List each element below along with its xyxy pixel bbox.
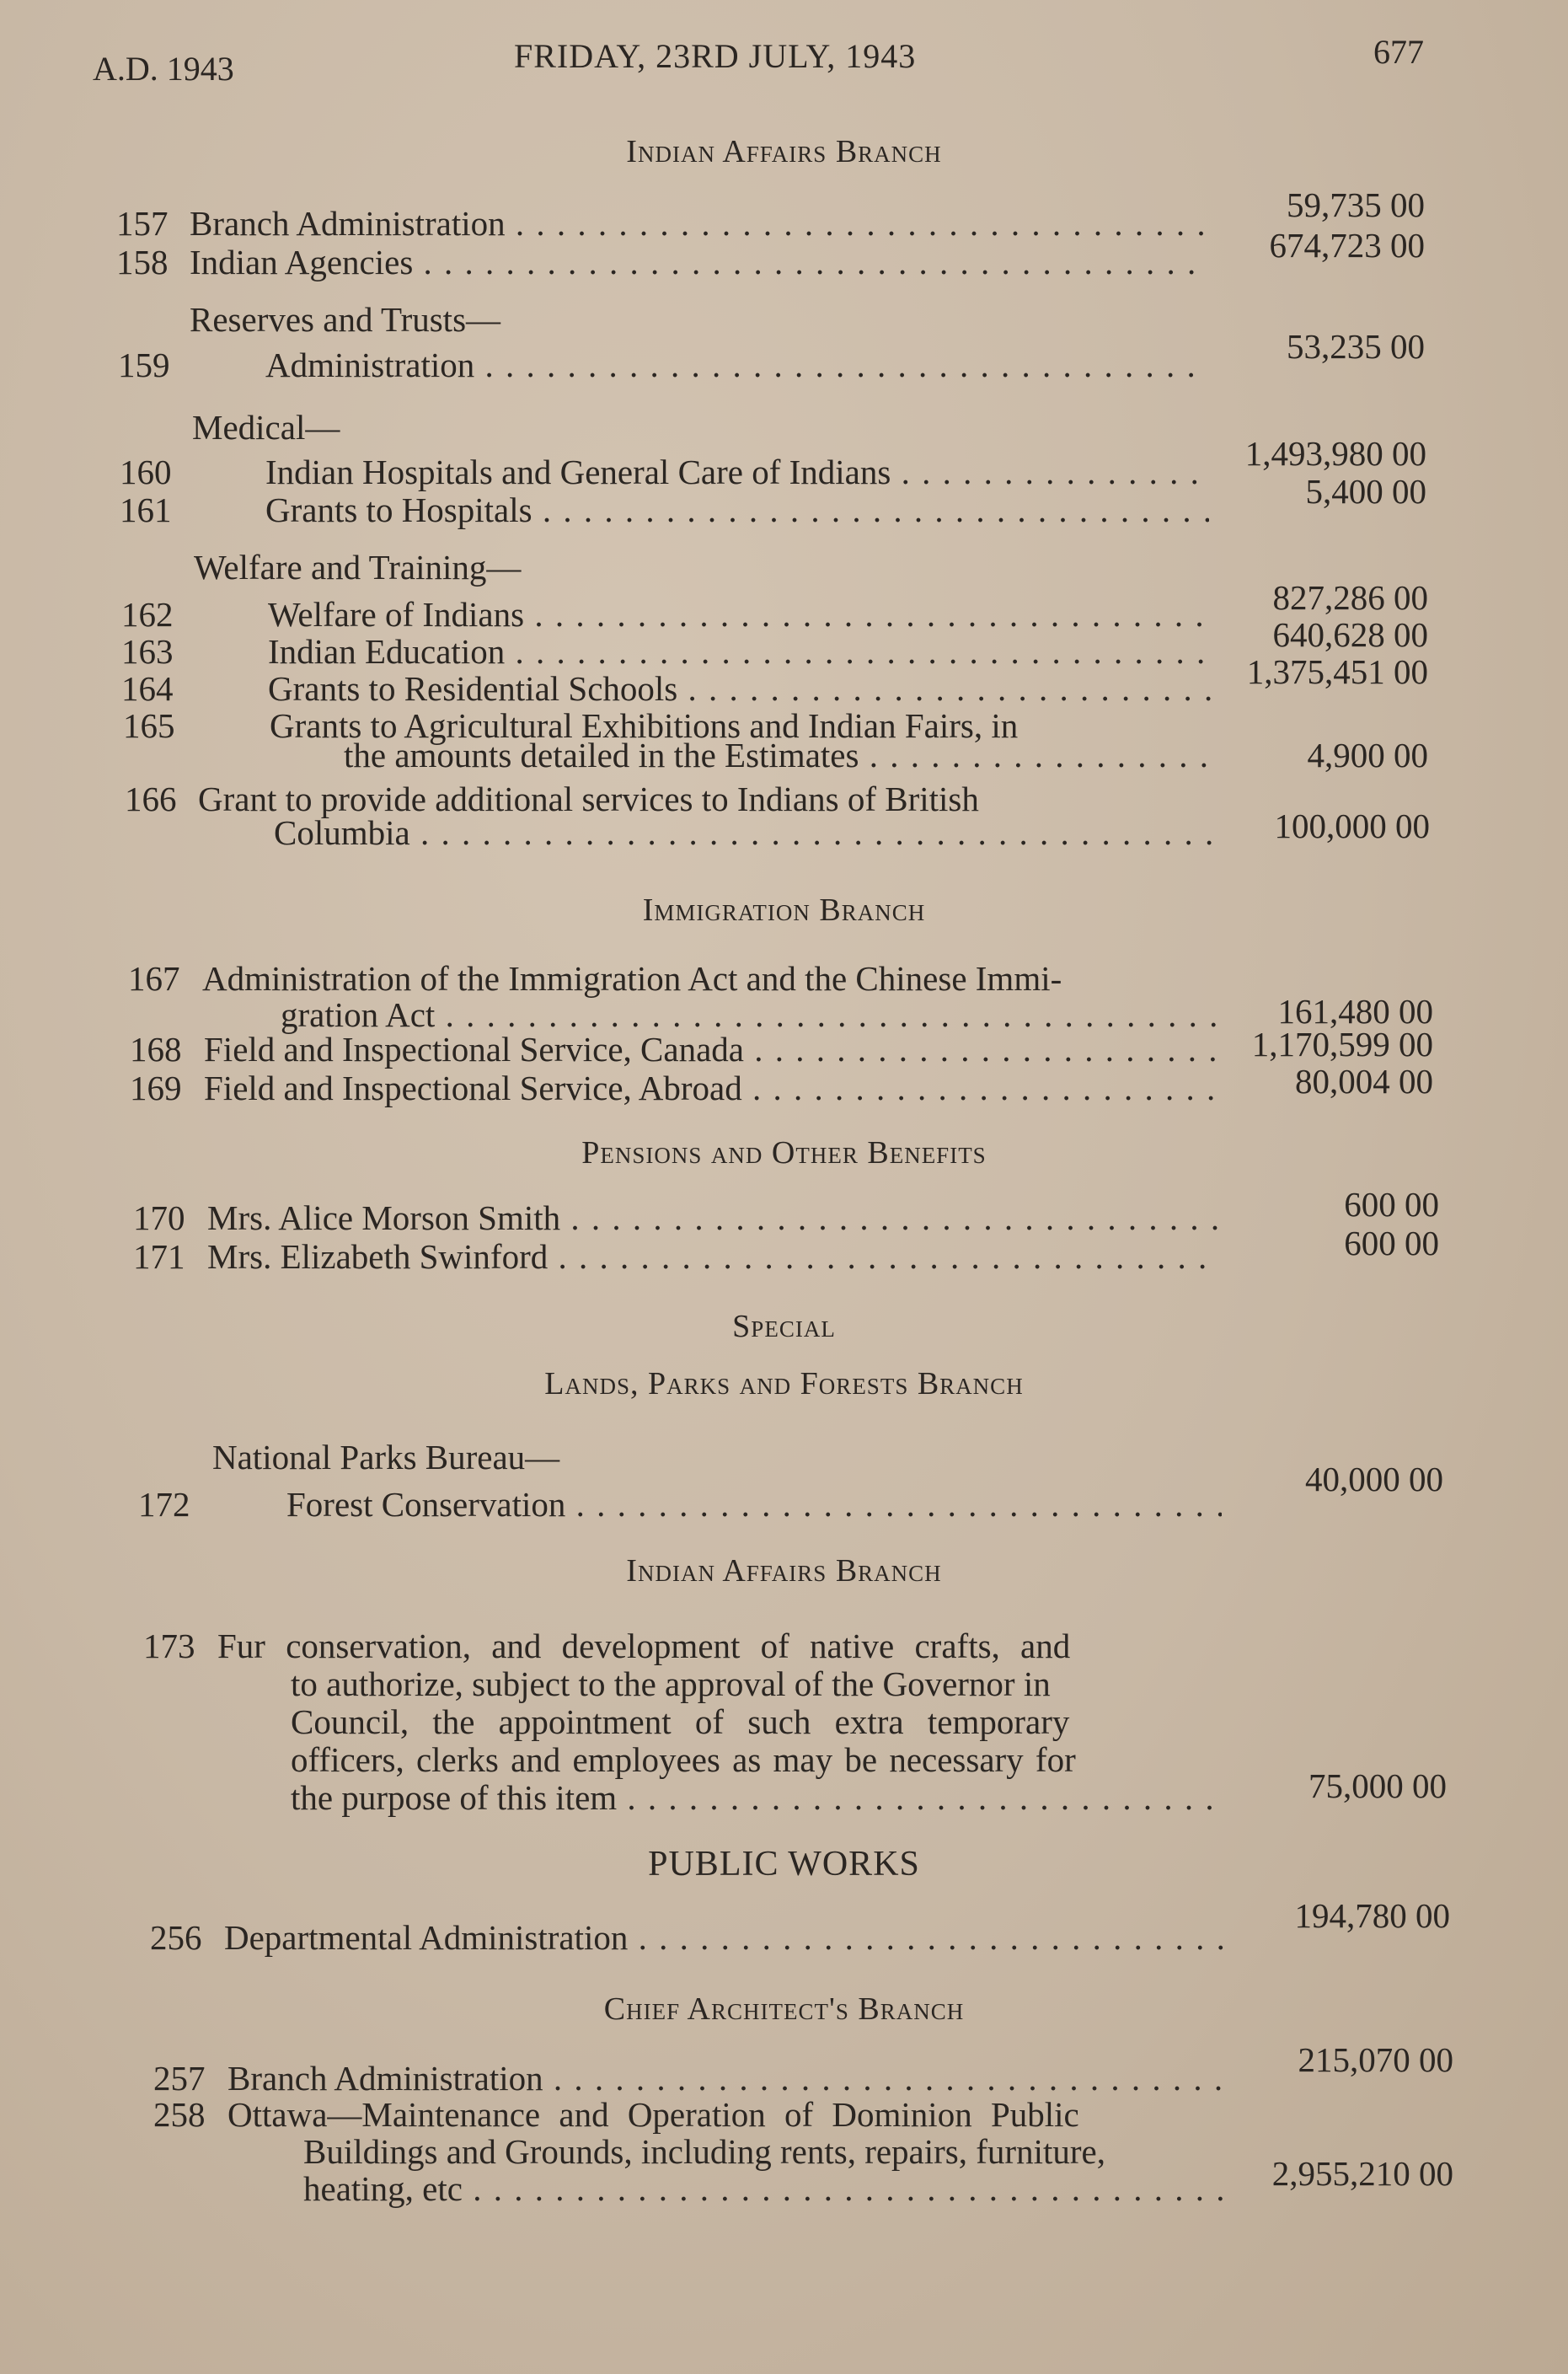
item-173-continued-4 [0, 1766, 1568, 1817]
item-description: Indian Hospitals and General Care of Indians . . . [265, 453, 1209, 491]
item-description-continued: Buildings and Grounds, including rents, repairs, furniture, [303, 2132, 1105, 2171]
item-description: Indian Agencies . . . [190, 243, 1205, 281]
item-amount: 4,900 00 [1307, 736, 1428, 774]
item-number: 258 [153, 2095, 206, 2134]
item-amount: 1,493,980 00 [1244, 434, 1426, 473]
item-description: Branch Administration . . . [227, 2059, 1230, 2098]
item-169 [0, 1062, 1568, 1107]
section-indian-affairs: Indian Affairs Branch [626, 134, 942, 169]
item-number: 161 [120, 490, 172, 529]
item-number: 157 [116, 204, 169, 243]
item-number: 256 [150, 1918, 202, 1957]
item-173 [0, 1626, 1568, 1665]
item-number: 172 [138, 1485, 190, 1524]
item-170 [0, 1185, 1568, 1237]
item-number: 257 [153, 2059, 206, 2098]
item-amount: 100,000 00 [1274, 807, 1430, 845]
item-166-continued [0, 807, 1568, 852]
item-number: 169 [130, 1069, 182, 1107]
item-description-continued: Council, the appointment of such extra temporary [291, 1702, 1070, 1741]
subheading-welfare: Welfare and Training— [194, 548, 522, 587]
item-amount: 75,000 00 [1308, 1766, 1447, 1805]
section-public-works: PUBLIC WORKS [648, 1845, 920, 1884]
item-amount: 674,723 00 [1269, 226, 1425, 265]
item-description-continued: Columbia . . . [274, 813, 1213, 852]
section-lands-parks: Lands, Parks and Forests Branch [544, 1366, 1024, 1401]
item-description-continued: heating, etc . . . [303, 2169, 1230, 2208]
item-number: 162 [121, 595, 174, 634]
item-description: Field and Inspectional Service, Canada . . . [204, 1030, 1215, 1069]
item-amount: 600 00 [1344, 1224, 1439, 1262]
item-description: Mrs. Elizabeth Swinford . . . [207, 1237, 1218, 1276]
item-amount: 194,780 00 [1294, 1896, 1450, 1935]
item-173-continued-2 [0, 1702, 1568, 1741]
item-description: Grants to Agricultural Exhibitions and Indian Fairs, in [270, 706, 1019, 745]
item-description-continued: to authorize, subject to the approval of the Governor in [291, 1664, 1051, 1703]
item-164 [0, 652, 1568, 708]
item-number: 170 [133, 1198, 185, 1237]
item-number: 165 [123, 706, 175, 745]
item-amount: 2,955,210 00 [1271, 2154, 1453, 2193]
page-number: 677 [1373, 33, 1424, 71]
item-description: Grants to Residential Schools . . . [268, 669, 1212, 708]
item-amount: 600 00 [1344, 1185, 1439, 1224]
item-amount: 40,000 00 [1305, 1460, 1443, 1498]
item-description: Mrs. Alice Morson Smith . . . [207, 1198, 1218, 1237]
item-description: Fur conservation, and development of native crafts, and [217, 1626, 1071, 1665]
item-amount: 1,375,451 00 [1246, 652, 1428, 691]
item-amount: 640,628 00 [1272, 615, 1428, 654]
item-description-continued: gration Act . . . [281, 995, 1216, 1034]
item-number: 167 [128, 959, 180, 998]
header-year: A.D. 1943 [93, 50, 234, 88]
item-amount: 53,235 00 [1287, 327, 1425, 366]
item-amount: 80,004 00 [1295, 1062, 1433, 1101]
subheading-medical: Medical— [192, 408, 340, 447]
item-description: Forest Conservation . . . [286, 1485, 1222, 1524]
header-date: FRIDAY, 23RD JULY, 1943 [514, 37, 917, 75]
item-amount: 161,480 00 [1277, 992, 1433, 1031]
subheading-national-parks: National Parks Bureau— [212, 1438, 560, 1476]
item-number: 173 [143, 1626, 195, 1665]
item-172 [0, 1460, 1568, 1524]
item-description: Welfare of Indians . . . [268, 595, 1212, 634]
item-158 [0, 226, 1568, 281]
item-159 [0, 327, 1568, 384]
item-165-continued [0, 736, 1568, 774]
item-number: 166 [125, 780, 177, 818]
item-amount: 59,735 00 [1287, 185, 1425, 224]
item-number: 159 [118, 346, 170, 384]
section-special: Special [732, 1309, 836, 1344]
item-number: 160 [120, 453, 172, 491]
item-amount: 215,070 00 [1298, 2040, 1453, 2079]
item-173-continued-1 [0, 1664, 1568, 1703]
item-number: 168 [130, 1030, 182, 1069]
item-258 [0, 2095, 1568, 2134]
section-immigration: Immigration Branch [642, 892, 926, 928]
item-description: Administration . . . [265, 346, 1205, 384]
item-number: 171 [133, 1237, 185, 1276]
item-description-continued: officers, clerks and employees as may be necessary for [291, 1740, 1076, 1779]
item-257 [0, 2040, 1568, 2098]
item-description: Grant to provide additional services to Indians of British [198, 780, 979, 818]
item-258-continued-2 [0, 2154, 1568, 2208]
item-description: Ottawa—Maintenance and Operation of Dominion Public [227, 2095, 1079, 2134]
item-description: Branch Administration . . . [190, 204, 1205, 243]
item-number: 158 [116, 243, 169, 281]
item-description: Field and Inspectional Service, Abroad . . . [204, 1069, 1215, 1107]
item-amount: 1,170,599 00 [1251, 1025, 1433, 1064]
item-description-continued: the amounts detailed in the Estimates . . . [344, 736, 1212, 774]
item-amount: 827,286 00 [1272, 578, 1428, 617]
item-number: 164 [121, 669, 174, 708]
section-indian-affairs-special: Indian Affairs Branch [626, 1553, 942, 1589]
item-description: Administration of the Immigration Act and the Chinese Immi- [202, 959, 1062, 998]
item-number: 163 [121, 632, 174, 671]
section-pensions: Pensions and Other Benefits [581, 1135, 987, 1171]
item-description: Indian Education . . . [268, 632, 1212, 671]
subheading-reserves: Reserves and Trusts— [190, 300, 501, 339]
item-amount: 5,400 00 [1305, 472, 1426, 511]
section-chief-architect: Chief Architect's Branch [603, 1991, 965, 2027]
page-header [93, 32, 1424, 88]
item-256 [0, 1896, 1568, 1957]
item-description: Departmental Administration . . . [224, 1918, 1227, 1957]
item-description: Grants to Hospitals . . . [265, 490, 1209, 529]
item-description-continued: the purpose of this item . . . [291, 1778, 1226, 1817]
item-171 [0, 1224, 1568, 1276]
